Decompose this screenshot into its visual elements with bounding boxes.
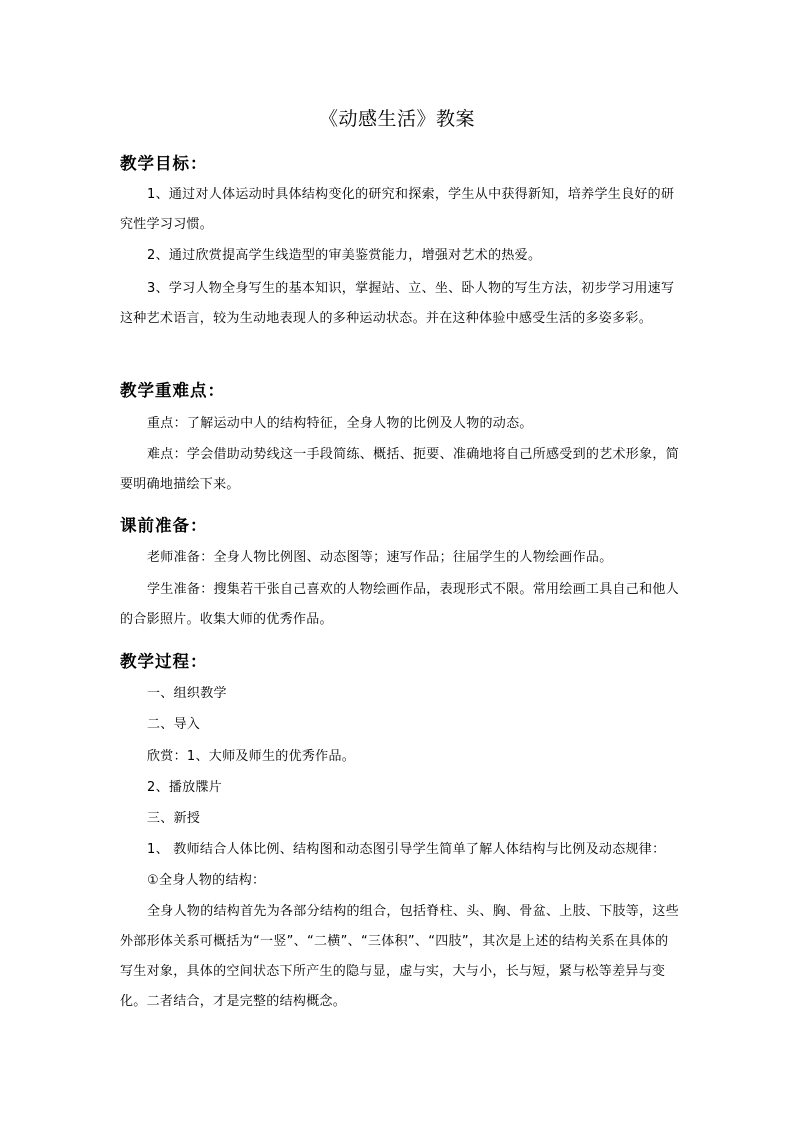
objective-paragraph-1: 1、通过对人体运动时具体结构变化的研究和探索，学生从中获得新知，培养学生良好的研究性学习习惯。 <box>120 187 675 232</box>
process-line-3: 欣赏：1、大师及师生的优秀作品。 <box>147 749 356 764</box>
objective-paragraph-2: 2、通过欣赏提高学生线造型的审美鉴赏能力，增强对艺术的热爱。 <box>147 248 542 263</box>
key-point-paragraph: 重点：了解运动中人的结构特征，全身人物的比例及人物的动态。 <box>147 416 533 431</box>
process-line-4: 2、播放牒片 <box>147 780 223 795</box>
teacher-preparation-paragraph: 老师准备：全身人物比例图、动态图等；速写作品；往届学生的人物绘画作品。 <box>147 550 613 565</box>
process-line-7: ①全身人物的结构： <box>147 873 266 888</box>
process-line-5: 三、新授 <box>147 811 201 826</box>
process-line-1: 一、组织教学 <box>147 686 227 701</box>
section-heading-key-points: 教学重难点： <box>120 381 225 400</box>
process-line-2: 二、导入 <box>147 717 201 732</box>
section-heading-process: 教学过程： <box>120 652 208 671</box>
difficulty-paragraph: 难点：学会借助动势线这一手段简练、概括、扼要、准确地将自己所感受到的艺术形象，简要明确地描绘下来。 <box>120 447 680 492</box>
section-heading-objectives: 教学目标： <box>120 154 208 173</box>
objective-paragraph-3: 3、学习人物全身写生的基本知识，掌握站、立、坐、卧人物的写生方法，初步学习用速写这种艺术语言，较为生动地表现人的多种运动状态。并在这种体验中感受生活的多姿多彩。 <box>120 281 675 326</box>
document-title: 《动感生活》教案 <box>318 108 475 130</box>
student-preparation-paragraph: 学生准备：搜集若干张自己喜欢的人物绘画作品，表现形式不限。常用绘画工具自己和他人的合影照片。收集大师的优秀作品。 <box>120 582 680 627</box>
structure-paragraph: 全身人物的结构首先为各部分结构的组合，包括脊柱、头、胸、骨盆、上肢、下肢等，这些外部形体关系可概括为“一竖”、“二横”、“三体积”、“四肢”，其次是上述的结构关系在具体的写生对象，具体的空间状态下所产生的隐与显，虚与实，大与小，长与短，紧与松等差异与变化。二者结合，才是完整的结构概念。 <box>120 904 680 1009</box>
process-line-6: 1、 教师结合人体比例、结构图和动态图引导学生简单了解人体结构与比例及动态规律： <box>147 842 666 857</box>
section-heading-preparation: 课前准备： <box>120 516 208 535</box>
